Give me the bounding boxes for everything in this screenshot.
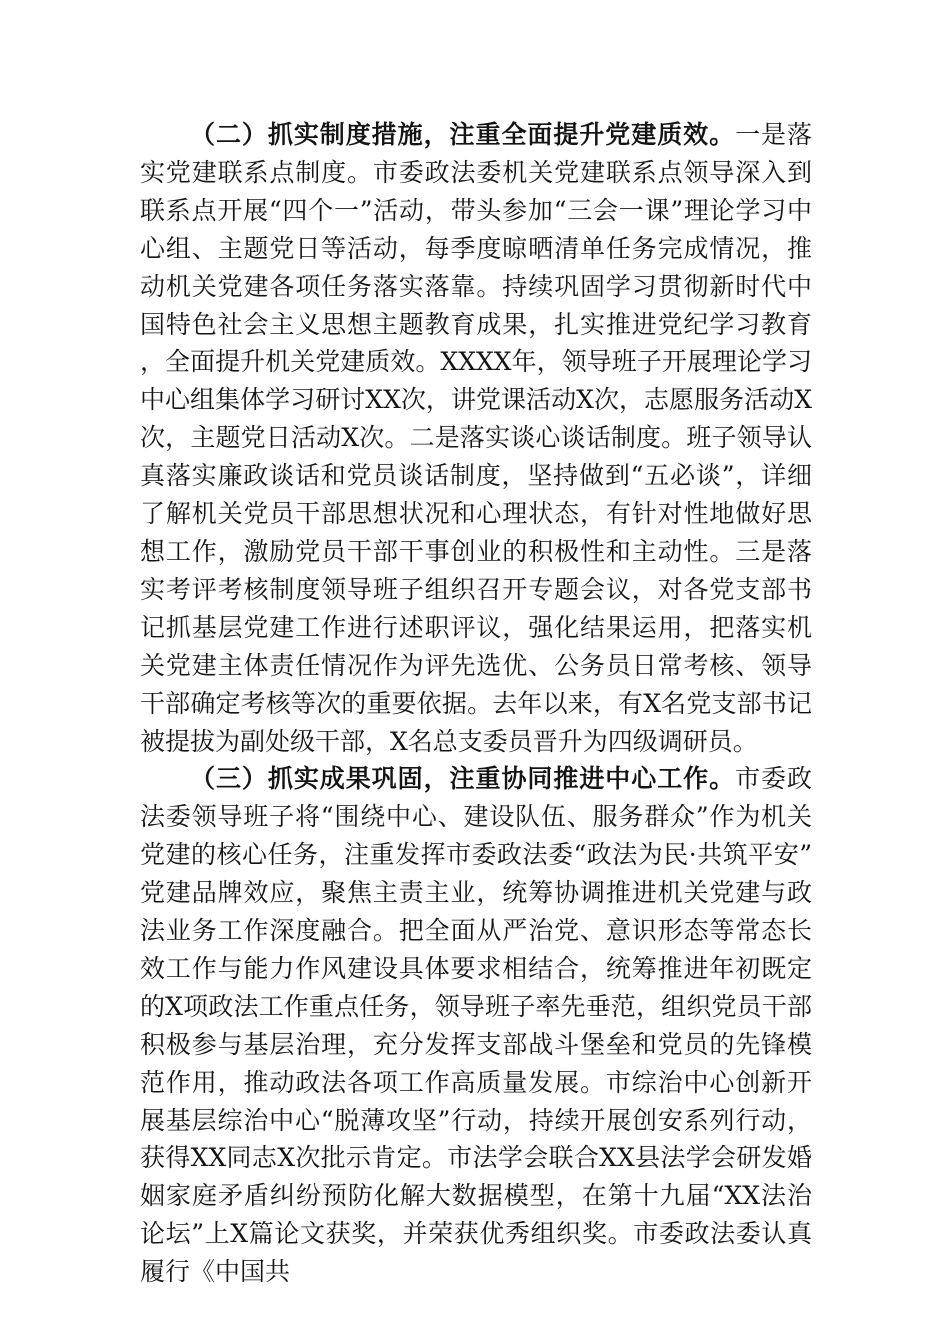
section-body-3: 市委政法委领导班子将“围绕中心、建设队伍、服务群众”作为机关党建的核心任务，注重发挥市委政法委“政法为民·共筑平安”党建品牌效应，聚焦主责主业，统筹协调推进机关党建与政法业务工作深度融合。把全面从严治党、意识形态等常态长效工作与能力作风建设具体要求相结合，统筹推进年初既定的X项政法工作重点任务，领导班子率先垂范，组织党员干部积极参与基层治理，充分发挥支部战斗堡垒和党员的先锋模范作用，推动政法各项工作高质量发展。市综治中心创新开展基层综治中心“脱薄攻坚”行动，持续开展创安系列行动，获得XX同志X次批示肯定。市法学会联合XX县法学会研发婚姻家庭矛盾纠纷预防化解大数据模型，在第十九届“XX法治论坛”上X篇论文获奖，并荣获优秀组织奖。市委政法委认真履行《中国共 — [140, 764, 812, 1287]
section-body-2: 一是落实党建联系点制度。市委政法委机关党建联系点领导深入到联系点开展“四个一”活动，带头参加“三会一课”理论学习中心组、主题党日等活动，每季度晾晒清单任务完成情况，推动机关党建各项任务落实落靠。持续巩固学习贯彻新时代中国特色社会主义思想主题教育成果，扎实推进党纪学习教育，全面提升机关党建质效。XXXX年，领导班子开展理论学习中心组集体学习研讨XX次，讲党课活动X次，志愿服务活动X次，主题党日活动X次。二是落实谈心谈话制度。班子领导认真落实廉政谈话和党员谈话制度，坚持做到“五必谈”，详细了解机关党员干部思想状况和心理状态，有针对性地做好思想工作，激励党员干部干事创业的积极性和主动性。三是落实考评考核制度领导班子组织召开专题会议，对各党支部书记抓基层党建工作进行述职评议，强化结果运用，把落实机关党建主体责任情况作为评先选优、公务员日常考核、领导干部确定考核等次的重要依据。去年以来，有X名党支部书记被提拔为副处级干部，X名总支委员晋升为四级调研员。 — [140, 120, 812, 756]
section-heading-2: （二）抓实制度措施，注重全面提升党建质效。 — [190, 120, 736, 149]
paragraph-section-2 — [140, 116, 812, 760]
document-body — [140, 116, 812, 1291]
section-heading-3: （三）抓实成果巩固，注重协同推进中心工作。 — [190, 764, 736, 794]
paragraph-section-3 — [140, 760, 812, 1291]
